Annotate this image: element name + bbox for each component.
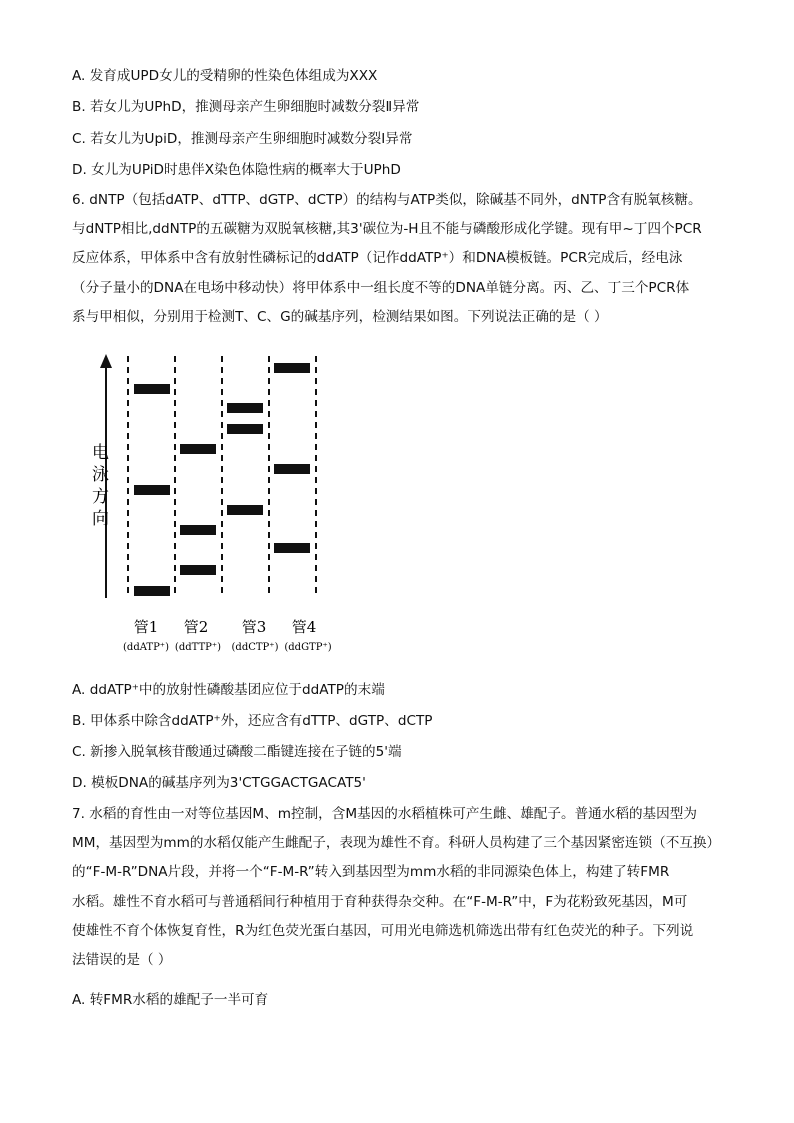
lane-label-2: 管2	[183, 618, 209, 636]
band-lane-1	[134, 485, 170, 495]
q7-stem-line: MM，基因型为mm的水稻仅能产生雌配子，表现为雄性不育。科研人员构建了三个基因紧密连锁（不互换）	[72, 835, 721, 852]
lane-label-4: 管4	[291, 618, 317, 636]
lane-label-3: 管3	[241, 618, 267, 636]
lane-reagent-1: (ddATP⁺)	[123, 642, 169, 653]
band-lane-3	[227, 505, 263, 515]
band-lane-4	[274, 543, 310, 553]
q7-stem-line: 法错误的是（ ）	[72, 952, 172, 969]
q6-option-b: B. 甲体系中除含ddATP⁺外，还应含有dTTP、dGTP、dCTP	[72, 713, 433, 729]
q6-option-d: D. 模板DNA的碱基序列为3'CTGGACTGACAT5'	[72, 775, 366, 791]
q6-stem-line: 与dNTP相比,ddNTP的五碳糖为双脱氧核糖,其3'碳位为-H且不能与磷酸形成化学键。现有甲~丁四个PCR	[72, 221, 702, 238]
band-lane-3	[227, 424, 263, 434]
band-lane-2	[180, 565, 216, 575]
axis-label-char: 电	[92, 443, 109, 463]
axis-label-char: 泳	[92, 465, 109, 485]
q7-stem	[72, 800, 724, 975]
q7-stem-line: 使雄性不育个体恢复育性，R为红色荧光蛋白基因，可用光电筛选机筛选出带有红色荧光的种子。下列说	[72, 922, 694, 939]
band-lane-1	[134, 384, 170, 394]
band-lane-3	[227, 403, 263, 413]
q6-stem	[72, 186, 724, 332]
q5-option-a: A. 发育成UPD女儿的受精卵的性染色体组成为XXX	[72, 68, 378, 84]
q6-option-a: A. ddATP⁺中的放射性磷酸基团应位于ddATP的末端	[72, 682, 385, 698]
q6-stem-line: 系与甲相似，分别用于检测T、C、G的碱基序列，检测结果如图。下列说法正确的是（ ）	[72, 308, 608, 325]
q5-option-c: C. 若女儿为UpiD，推测母亲产生卵细胞时减数分裂Ⅰ异常	[72, 131, 413, 147]
arrow-head-icon	[100, 354, 112, 368]
lane-reagent-2: (ddTTP⁺)	[174, 642, 222, 653]
electrophoresis-figure	[80, 352, 340, 662]
band-lane-1	[134, 586, 170, 596]
band-lane-2	[180, 525, 216, 535]
axis-label-char: 向	[92, 509, 109, 529]
q7-stem-line: 水稻。雄性不育水稻可与普通稻间行种植用于育种获得杂交种。在“F-M-R”中，F为花粉致死基因，M可	[72, 893, 688, 910]
q5-option-b: B. 若女儿为UPhD，推测母亲产生卵细胞时减数分裂Ⅱ异常	[72, 99, 420, 115]
q7-stem-line: 的“F-M-R”DNA片段，并将一个“F-M-R”转入到基因型为mm水稻的非同源染色体上，构建了转FMR	[72, 864, 670, 881]
band-lane-2	[180, 444, 216, 454]
axis-label-char: 方	[92, 487, 109, 507]
lane-reagent-3: (ddCTP⁺)	[231, 642, 279, 653]
q6-stem-line: （分子量小的DNA在电场中移动快）将甲体系中一组长度不等的DNA单链分离。丙、乙、丁三个PCR体	[72, 279, 690, 296]
q7-stem-line: 7. 水稻的育性由一对等位基因M、m控制，含M基因的水稻植株可产生雌、雄配子。普通水稻的基因型为	[72, 806, 697, 822]
lane-reagent-4: (ddGTP⁺)	[284, 642, 332, 653]
q7-option-a: A. 转FMR水稻的雄配子一半可育	[72, 992, 269, 1008]
q6-option-c: C. 新掺入脱氧核苷酸通过磷酸二酯键连接在子链的5'端	[72, 744, 402, 760]
band-lane-4	[274, 363, 310, 373]
band-lane-4	[274, 464, 310, 474]
lane-label-1: 管1	[133, 618, 159, 636]
q6-stem-line: 6. dNTP（包括dATP、dTTP、dGTP、dCTP）的结构与ATP类似，除碱基不同外，dNTP含有脱氧核糖。	[72, 192, 702, 208]
q6-stem-line: 反应体系，甲体系中含有放射性磷标记的ddATP（记作ddATP⁺）和DNA模板链。PCR完成后，经电泳	[72, 250, 683, 267]
q5-option-d: D. 女儿为UPiD时患伴X染色体隐性病的概率大于UPhD	[72, 162, 401, 178]
